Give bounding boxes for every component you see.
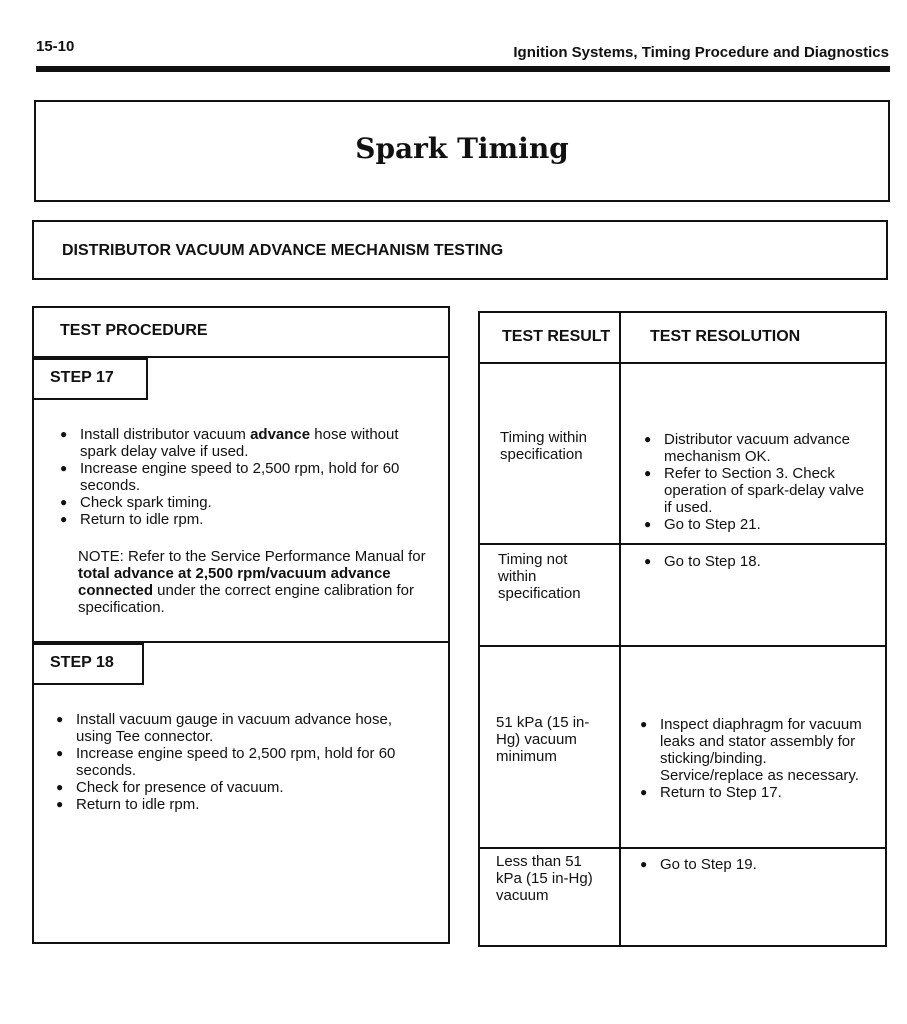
row-divider-2 — [478, 645, 887, 647]
result-row-4: Less than 51 kPa (15 in-Hg) vacuum — [496, 853, 593, 904]
test-procedure-heading: TEST PROCEDURE — [60, 322, 208, 339]
step-17-note — [78, 548, 438, 616]
resolution-row-1-item-2: ● Refer to Section 3. Check operation of spark-delay valve if used. — [644, 465, 874, 516]
page-number: 15-10 — [36, 38, 75, 55]
note-suffix: under the correct engine calibration for specification. — [78, 582, 414, 616]
step-17-bullet-1 — [60, 426, 430, 460]
step-18-bullet-2: ● Increase engine speed to 2,500 rpm, hold for 60 seconds. — [56, 745, 426, 779]
result-row-2: Timing not within specification — [498, 551, 581, 602]
step-18-bullets — [56, 711, 426, 813]
step-18-label: STEP 18 — [32, 643, 144, 685]
resolution-row-1 — [644, 431, 874, 533]
row-divider-1 — [478, 543, 887, 545]
step-17-bullets — [60, 426, 430, 528]
running-header: Ignition Systems, Timing Procedure and Diagnostics — [513, 44, 889, 61]
step-17-bullet-1-pre: Install distributor vacuum — [80, 426, 251, 443]
result-header-divider — [478, 362, 887, 364]
section-title: DISTRIBUTOR VACUUM ADVANCE MECHANISM TESTING — [62, 242, 504, 259]
resolution-row-4-item-1: ● Go to Step 19. — [640, 856, 870, 873]
note-bold: total advance at 2,500 rpm/vacuum advance connected — [78, 565, 391, 599]
title-box — [34, 100, 890, 202]
result-column-divider — [619, 311, 621, 947]
step-18-bullet-4: ● Return to idle rpm. — [56, 796, 426, 813]
test-result-heading: TEST RESULT — [502, 328, 611, 345]
resolution-row-4 — [640, 856, 870, 873]
test-result-panel — [478, 311, 887, 947]
resolution-row-2 — [644, 553, 874, 570]
step-17-label: STEP 17 — [32, 358, 148, 400]
step-17-bullet-3: ● Check spark timing. — [60, 494, 430, 511]
note-prefix: NOTE: Refer to the Service Performance Manual for — [78, 548, 426, 565]
result-row-1: Timing within specification — [500, 429, 587, 463]
test-procedure-panel — [32, 306, 450, 944]
result-row-3: 51 kPa (15 in-Hg) vacuum minimum — [496, 714, 590, 765]
step-18-bullet-1: ● Install vacuum gauge in vacuum advance hose, using Tee connector. — [56, 711, 426, 745]
resolution-row-3 — [640, 716, 870, 801]
resolution-row-2-item-1: ● Go to Step 18. — [644, 553, 874, 570]
section-box — [32, 220, 888, 280]
row-divider-3 — [478, 847, 887, 849]
page-title: Spark Timing — [355, 132, 569, 165]
resolution-row-3-item-1: ● Inspect diaphragm for vacuum leaks and stator assembly for sticking/binding. Service/replace as necessary. — [640, 716, 870, 784]
test-resolution-heading: TEST RESOLUTION — [650, 328, 801, 345]
step-17-bullet-4: ● Return to idle rpm. — [60, 511, 430, 528]
resolution-row-1-item-3: ● Go to Step 21. — [644, 516, 874, 533]
step-17-bullet-1-bold: advance — [250, 426, 311, 443]
step-17-bullet-1-post: hose without spark delay valve if used. — [80, 426, 399, 460]
resolution-row-3-item-2: ● Return to Step 17. — [640, 784, 870, 801]
resolution-row-1-item-1: ● Distributor vacuum advance mechanism OK. — [644, 431, 874, 465]
step-18-bullet-3: ● Check for presence of vacuum. — [56, 779, 426, 796]
header-rule — [36, 66, 890, 72]
step-17-bullet-2: ● Increase engine speed to 2,500 rpm, hold for 60 seconds. — [60, 460, 430, 494]
